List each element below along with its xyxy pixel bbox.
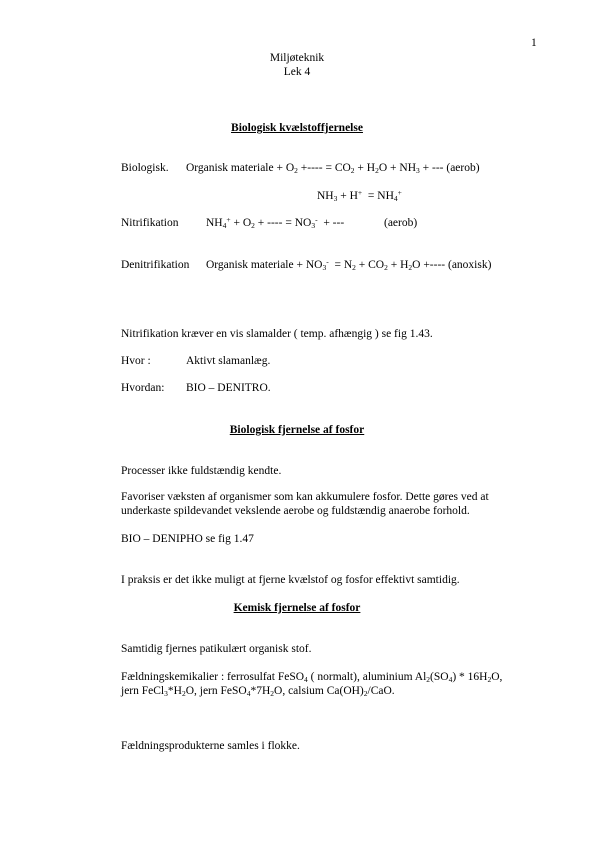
paragraph-samtidig: Samtidig fjernes patikulært organisk stof. [121, 643, 312, 655]
ammonium-equation: $NH_3 + H^+ = NH_4^+$ [317, 188, 402, 203]
nitrifikation-equation: $NH_4^+ + O_2$ + ---- = $NO_3^-$ + --- [206, 215, 345, 230]
hvordan-label: Hvordan: [121, 382, 165, 394]
section-title-chem-phosphorus: Kemisk fjernelse af fosfor [233, 602, 361, 614]
denitrifikation-label: Denitrifikation [121, 259, 190, 271]
anoxisk-note: (anoxisk) [448, 259, 492, 271]
denitrifikation-equation: Organisk materiale + $NO_3^- = N_2 + CO_2 + H_2O$ +---- (anoxisk) [206, 257, 492, 272]
page-number: 1 [531, 37, 537, 49]
paragraph-favoriser-line2: underkaste spildevandet vekslende aerobe og fuldstændig anaerobe forhold. [121, 505, 470, 517]
hvor-label: Hvor : [121, 355, 151, 367]
document-lesson: Lek 4 [283, 66, 311, 78]
aerob-note: (aerob) [446, 162, 480, 174]
paragraph-chemicals-line1: Fældningskemikalier : ferrosulfat FeSO$_4$ ( normalt), aluminium $Al_2(SO_4) * 16H_2O$, [121, 671, 503, 684]
paragraph-processes: Processer ikke fuldstændig kendte. [121, 465, 282, 477]
paragraph-flokke: Fældningsprodukterne samles i flokke. [121, 740, 300, 752]
document-course: Miljøteknik [269, 52, 325, 64]
paragraph-praksis: I praksis er det ikke muligt at fjerne kvælstof og fosfor effektivt samtidig. [121, 574, 460, 586]
section-title-nitrogen: Biologisk kvælstoffjernelse [231, 122, 363, 134]
nitrifikation-aerob-note: (aerob) [384, 217, 418, 229]
biologisk-label: Biologisk. [121, 162, 169, 174]
paragraph-denipho: BIO – DENIPHO se fig 1.47 [121, 533, 254, 545]
hvordan-value: BIO – DENITRO. [186, 382, 271, 394]
paragraph-favoriser-line1: Favoriser væksten af organismer som kan akkumulere fosfor. Dette gøres ved at [121, 491, 489, 503]
section-title-bio-phosphorus: Biologisk fjernelse af fosfor [229, 424, 365, 436]
nitrification-requirement-text: Nitrifikation kræver en vis slamalder ( temp. afhængig ) se fig 1.43. [121, 328, 433, 340]
nitrifikation-label: Nitrifikation [121, 217, 179, 229]
hvor-value: Aktivt slamanlæg. [186, 355, 271, 367]
paragraph-chemicals-line2: jern $FeCl_3*H_2O$, jern $FeSO_4*7H_2O$, calsium $Ca(OH)_2$/CaO. [121, 685, 395, 698]
biologisk-equation: Organisk materiale + $O_2$ +---- = $CO_2 + H_2O + NH_3$ + --- (aerob) [186, 162, 480, 175]
